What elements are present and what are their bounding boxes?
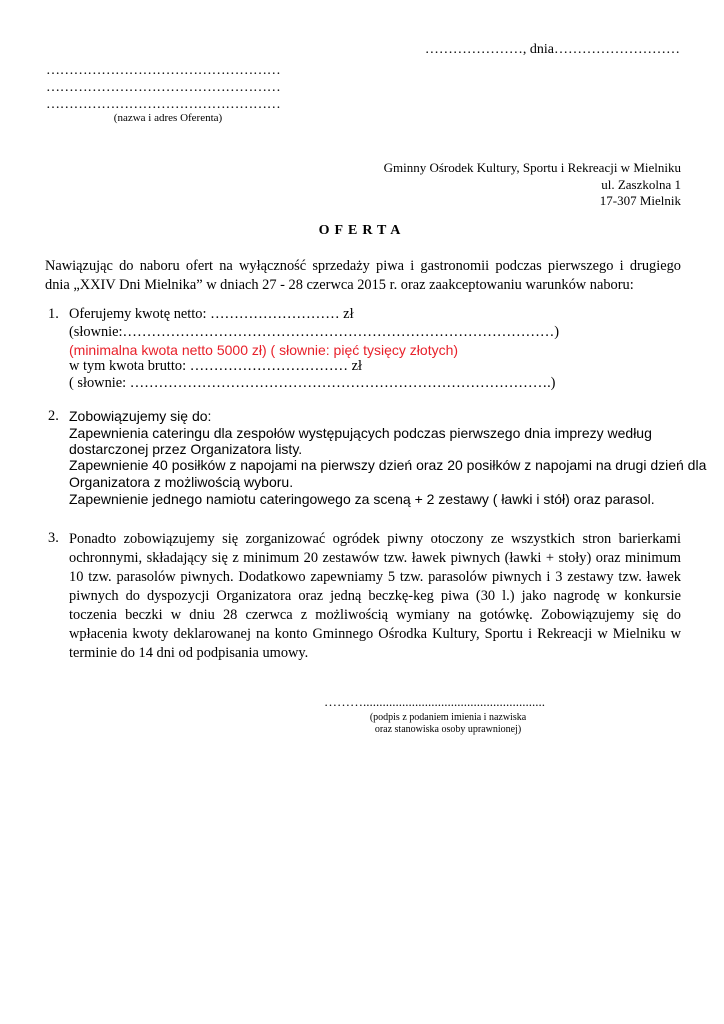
oferent-caption: (nazwa i adres Oferenta) xyxy=(113,112,223,124)
recipient-street: ul. Zaszkolna 1 xyxy=(601,177,681,192)
item-2-intro: Zobowiązujemy się do: xyxy=(69,408,212,424)
item-1-minimum-note: (minimalna kwota netto 5000 zł) ( słownie: pięć tysięcy złotych) xyxy=(69,342,459,358)
place-date-line: …………………, dnia……………………… xyxy=(424,42,680,57)
item-3-paragraph xyxy=(69,530,681,663)
item-2-line-2: dostarczonej przez Organizatora listy. xyxy=(69,441,303,457)
item-2-line-4: Organizatora z możliwością wyboru. xyxy=(69,474,294,490)
signature-caption-1: (podpis z podaniem imienia i nazwiska xyxy=(369,712,527,723)
item-3-line-3: 10 tzw. parasolów piwnych. Dodatkowo zapewniamy 5 tzw. parasolów piwnych i 3 zestawy tzw. ławek xyxy=(69,569,681,585)
item-1-brutto: w tym kwota brutto: …………………………… zł xyxy=(69,358,362,374)
item-2-line-3: Zapewnienie 40 posiłków z napojami na pierwszy dzień oraz 20 posiłków z napojami na drugi dzień dla xyxy=(69,457,707,473)
oferent-name-line-1: …………………………………………… xyxy=(46,63,281,78)
item-1-number: 1. xyxy=(48,306,59,322)
intro-paragraph xyxy=(45,257,681,295)
signature-line: ………........................................................ xyxy=(324,694,545,709)
item-3-line-6: wpłacenia kwoty deklarowanej na konto Gminnego Ośrodka Kultury, Sportu i Rekreacji w Mielniku w xyxy=(69,626,681,642)
recipient-name: Gminny Ośrodek Kultury, Sportu i Rekreacji w Mielniku xyxy=(383,160,681,175)
item-1-slownie-netto: (słownie:………………………………………………………………………………) xyxy=(69,324,560,340)
document-title: OFERTA xyxy=(318,223,406,238)
item-1-netto: Oferujemy kwotę netto: ……………………… zł xyxy=(69,306,354,322)
item-3-line-1: Ponadto zobowiązujemy się zorganizować ogródek piwny otoczony ze wszystkich stron barierkami xyxy=(69,531,681,547)
oferent-name-line-2: …………………………………………… xyxy=(46,80,281,95)
item-2-number: 2. xyxy=(48,408,59,424)
intro-line-2: dnia „XXIV Dni Mielnika” w dniach 27 - 28 czerwca 2015 r. oraz zaakceptowaniu warunków naboru: xyxy=(45,277,634,293)
item-2-line-1: Zapewnienia cateringu dla zespołów występujących podczas pierwszego dnia imprezy według xyxy=(69,425,652,441)
signature-caption-2: oraz stanowiska osoby uprawnionej) xyxy=(374,724,522,735)
item-3-line-5: toczenia beczki w dniu 28 czerwca z możliwością wymiany na gotówkę. Zobowiązujemy się do xyxy=(69,607,681,623)
oferent-name-line-3: …………………………………………… xyxy=(46,97,281,112)
recipient-city: 17-307 Mielnik xyxy=(599,193,681,208)
item-2-line-5: Zapewnienie jednego namiotu cateringowego za sceną + 2 zestawy ( ławki i stół) oraz parasol. xyxy=(69,491,655,507)
item-3-line-7: terminie do 14 dni od podpisania umowy. xyxy=(69,645,309,661)
item-3-line-2: ochronnymi, składający się z minimum 20 zestawów tzw. ławek piwnych (ławki + stoły) oraz minimum xyxy=(69,550,681,566)
item-3-line-4: piwnych do dyspozycji Organizatora oraz jedną beczkę-keg piwa (30 l.) jako nagrodę w konkursie xyxy=(69,588,681,604)
intro-line-1: Nawiązując do naboru ofert na wyłączność sprzedaży piwa i gastronomii podczas pierwszego i drugiego xyxy=(45,258,681,274)
item-1-slownie-brutto: ( słownie: …………………………………………………………………………….) xyxy=(69,375,556,391)
item-3-number: 3. xyxy=(48,530,59,546)
